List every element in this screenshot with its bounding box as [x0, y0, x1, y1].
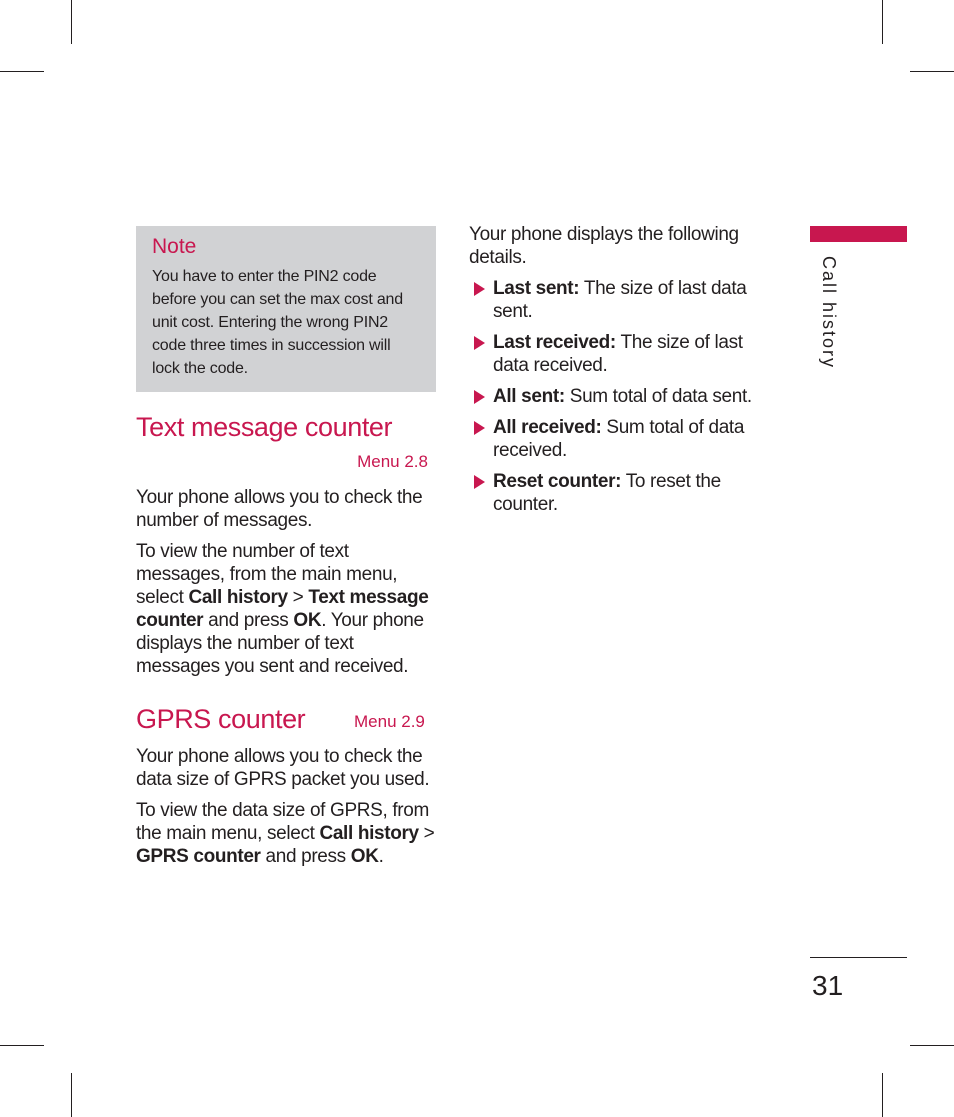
crop-mark: [0, 71, 44, 72]
crop-mark: [882, 0, 883, 44]
side-tab-bar: [810, 226, 907, 242]
list-item: Reset counter: To reset the counter.: [469, 470, 761, 516]
arrow-bullet-icon: [474, 475, 485, 489]
menu-reference: Menu 2.9: [354, 712, 425, 731]
arrow-bullet-icon: [474, 390, 485, 404]
menu-reference: Menu 2.8: [357, 452, 428, 471]
note-box: [136, 226, 436, 392]
details-section: [469, 223, 761, 524]
section-heading: GPRS counter: [136, 704, 306, 734]
paragraph: To view the data size of GPRS, from the main menu, select Call history > GPRS counter and press OK.: [136, 800, 435, 867]
list-item: Last received: The size of last data received.: [469, 331, 761, 377]
list-item: All sent: Sum total of data sent.: [469, 385, 761, 408]
page-number: 31: [812, 970, 844, 1001]
paragraph: Your phone displays the following details.: [469, 224, 739, 268]
note-title: Note: [152, 235, 197, 258]
crop-mark: [71, 1073, 72, 1117]
crop-mark: [882, 1073, 883, 1117]
arrow-bullet-icon: [474, 336, 485, 350]
paragraph: Your phone allows you to check the data size of GPRS packet you used.: [136, 746, 430, 790]
arrow-bullet-icon: [474, 282, 485, 296]
crop-mark: [910, 71, 954, 72]
side-tab-label: Call history: [819, 256, 839, 370]
paragraph: Your phone allows you to check the number of messages.: [136, 487, 423, 531]
crop-mark: [71, 0, 72, 44]
arrow-bullet-icon: [474, 421, 485, 435]
note-body: You have to enter the PIN2 code before you can set the max cost and unit cost. Entering the wrong PIN2 code three times in succession will lock the code.: [152, 268, 403, 377]
crop-mark: [0, 1045, 44, 1046]
paragraph: To view the number of text messages, from the main menu, select Call history > Text message counter and press OK. Your phone displays the number of text messages you sent and received.: [136, 541, 429, 677]
page-number-rule: [810, 957, 907, 958]
section-heading: Text message counter: [136, 412, 393, 442]
list-item: Last sent: The size of last data sent.: [469, 277, 761, 323]
crop-mark: [910, 1045, 954, 1046]
details-list: [469, 277, 761, 516]
text-message-counter-section: [136, 412, 438, 678]
gprs-counter-section: [136, 704, 438, 868]
list-item: All received: Sum total of data received.: [469, 416, 761, 462]
